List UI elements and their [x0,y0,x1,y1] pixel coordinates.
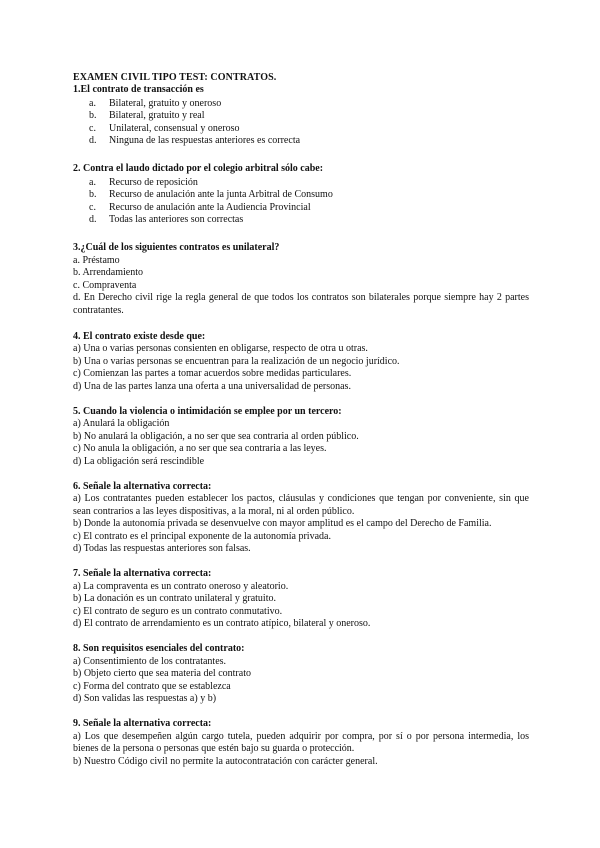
option-item: c) El contrato es el principal exponente de la autonomía privada. [73,530,331,542]
option-item: d) Todas las respuestas anteriores son falsas. [73,543,251,554]
option-list [73,493,529,555]
option-list [73,656,529,706]
question-7 [73,568,529,630]
option-item: c. Compraventa [73,279,137,291]
option-list [73,255,529,317]
question-4 [73,331,529,393]
question-6 [73,481,529,555]
option-item: d. Ninguna de las respuestas anteriores es correcta [89,135,301,147]
question-2 [73,163,529,226]
option-item: a) Los que desempeñen algún cargo tutela, pueden adquirir por compra, por sí o por persona intermedia, los bienes de la persona o personas que estén bajo su guarda o protección. [73,730,529,755]
option-item: b) Nuestro Código civil no permite la autocontratación con carácter general. [73,755,378,767]
question-title: 9. Señale la alternativa correcta: [73,718,212,730]
option-list [73,343,529,393]
exam-title: EXAMEN CIVIL TIPO TEST: CONTRATOS. [73,72,277,83]
option-item: a. Recurso de reposición [89,176,198,188]
question-title: 6. Señale la alternativa correcta: [73,480,212,492]
option-item: b) La donación es un contrato unilateral y gratuito. [73,593,276,605]
question-8 [73,643,529,705]
question-title: 2. Contra el laudo dictado por el colegio arbitral sólo cabe: [73,163,324,175]
option-item: c) Forma del contrato que se establezca [73,680,231,692]
option-list [73,177,529,227]
option-item: d) Son validas las respuestas a) y b) [73,693,217,705]
option-item: d. En Derecho civil rige la regla general de que todos los contratos son bilaterales porque siempre hay 2 partes contratantes. [73,292,529,316]
option-list [73,581,529,631]
option-item: a) La compraventa es un contrato oneroso y aleatorio. [73,580,289,592]
question-title: 7. Señale la alternativa correcta: [73,568,212,580]
option-item: a. Préstamo [73,254,120,266]
question-9 [73,718,529,768]
exam-content [73,72,529,768]
option-item: c. Recurso de anulación ante la Audiencia Provincial [89,201,311,213]
question-1 [73,84,529,147]
option-item: b. Arrendamiento [73,267,143,279]
option-item: c. Unilateral, consensual y oneroso [89,122,240,134]
option-item: c) El contrato de seguro es un contrato conmutativo. [73,605,283,617]
question-5 [73,406,529,468]
question-title: 5. Cuando la violencia o intimidación se emplee por un tercero: [73,405,342,417]
option-item: d) Una de las partes lanza una oferta a una universalidad de personas. [73,380,351,392]
option-item: a) Consentimiento de los contratantes. [73,655,227,667]
option-item: c) No anula la obligación, a no ser que sea contraria a las leyes. [73,443,327,455]
option-item: b) No anulará la obligación, a no ser que sea contraria al orden público. [73,430,359,442]
option-item: b. Bilateral, gratuito y real [89,110,205,122]
option-item: a) Anulará la obligación [73,418,170,430]
option-item: b) Una o varias personas se encuentran para la realización de un negocio jurídico. [73,355,400,367]
option-list [73,98,529,148]
option-item: a) Los contratantes pueden establecer los pactos, cláusulas y condiciones que tengan por conveniente, sin que sean contrarios a las leyes dispositivas, a la moral, ni al orden público. [73,493,529,517]
option-list [73,418,529,468]
question-title: 8. Son requisitos esenciales del contrato: [73,643,245,655]
question-title: 3.¿Cuál de los siguientes contratos es unilateral? [73,242,280,254]
option-item: a. Bilateral, gratuito y oneroso [89,97,222,109]
option-list [73,731,529,768]
question-3 [73,242,529,316]
question-title: 1.El contrato de transacción es [73,84,204,96]
option-item: d. Todas las anteriores son correctas [89,214,244,226]
question-title: 4. El contrato existe desde que: [73,330,206,342]
option-item: c) Comienzan las partes a tomar acuerdos sobre medidas particulares. [73,368,352,380]
option-item: b. Recurso de anulación ante la junta Arbitral de Consumo [89,189,333,201]
option-item: d) El contrato de arrendamiento es un contrato atípico, bilateral y oneroso. [73,618,371,630]
option-item: a) Una o varias personas consienten en obligarse, respecto de otra u otras. [73,343,368,355]
option-item: d) La obligación será rescindible [73,455,205,467]
option-item: b) Objeto cierto que sea materia del contrato [73,668,251,680]
option-item: b) Donde la autonomía privada se desenvuelve con mayor amplitud es el campo del Derecho de Familia. [73,518,492,530]
